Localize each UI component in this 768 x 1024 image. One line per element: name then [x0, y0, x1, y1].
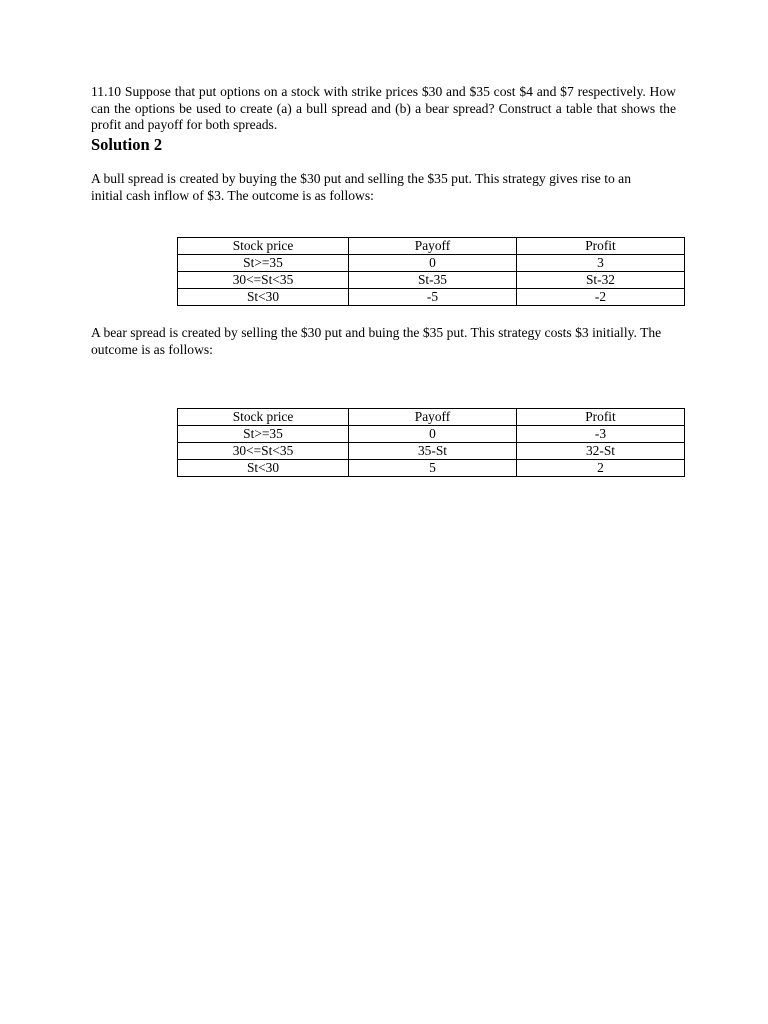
cell-stock-price: St<30	[178, 460, 349, 477]
bear-spread-description: A bear spread is created by selling the $30 put and buing the $35 put. This strategy costs $3 initially. The outcome is as follows:	[91, 325, 662, 357]
header-profit: Profit	[517, 238, 685, 255]
header-payoff: Payoff	[349, 409, 517, 426]
cell-stock-price: St>=35	[178, 426, 349, 443]
cell-payoff: 0	[349, 426, 517, 443]
bear-spread-table	[177, 408, 685, 477]
cell-profit: 32-St	[517, 443, 685, 460]
table-row	[178, 289, 685, 306]
table-header-row	[178, 238, 685, 255]
cell-profit: -3	[517, 426, 685, 443]
cell-stock-price: 30<=St<35	[178, 272, 349, 289]
bull-spread-description: A bull spread is created by buying the $30 put and selling the $35 put. This strategy gives rise to an initial cash inflow of $3. The outcome is as follows:	[91, 171, 632, 203]
table-row	[178, 443, 685, 460]
header-stock-price: Stock price	[178, 409, 349, 426]
cell-profit: St-32	[517, 272, 685, 289]
cell-profit: 3	[517, 255, 685, 272]
cell-payoff: St-35	[349, 272, 517, 289]
table-row	[178, 460, 685, 477]
table-row	[178, 272, 685, 289]
bull-spread-table	[177, 237, 685, 306]
question-text: 11.10 Suppose that put options on a stock with strike prices $30 and $35 cost $4 and $7 respectively. How can the options be used to create (a) a bull spread and (b) a bear spread? Construct a table that shows the profit and payoff for both spreads.	[91, 84, 676, 133]
header-payoff: Payoff	[349, 238, 517, 255]
table-row	[178, 255, 685, 272]
cell-payoff: 35-St	[349, 443, 517, 460]
cell-stock-price: 30<=St<35	[178, 443, 349, 460]
solution-heading: Solution 2	[91, 135, 163, 154]
cell-payoff: 5	[349, 460, 517, 477]
header-profit: Profit	[517, 409, 685, 426]
cell-profit: -2	[517, 289, 685, 306]
cell-profit: 2	[517, 460, 685, 477]
header-stock-price: Stock price	[178, 238, 349, 255]
table-header-row	[178, 409, 685, 426]
table-row	[178, 426, 685, 443]
cell-stock-price: St>=35	[178, 255, 349, 272]
cell-payoff: -5	[349, 289, 517, 306]
cell-stock-price: St<30	[178, 289, 349, 306]
cell-payoff: 0	[349, 255, 517, 272]
